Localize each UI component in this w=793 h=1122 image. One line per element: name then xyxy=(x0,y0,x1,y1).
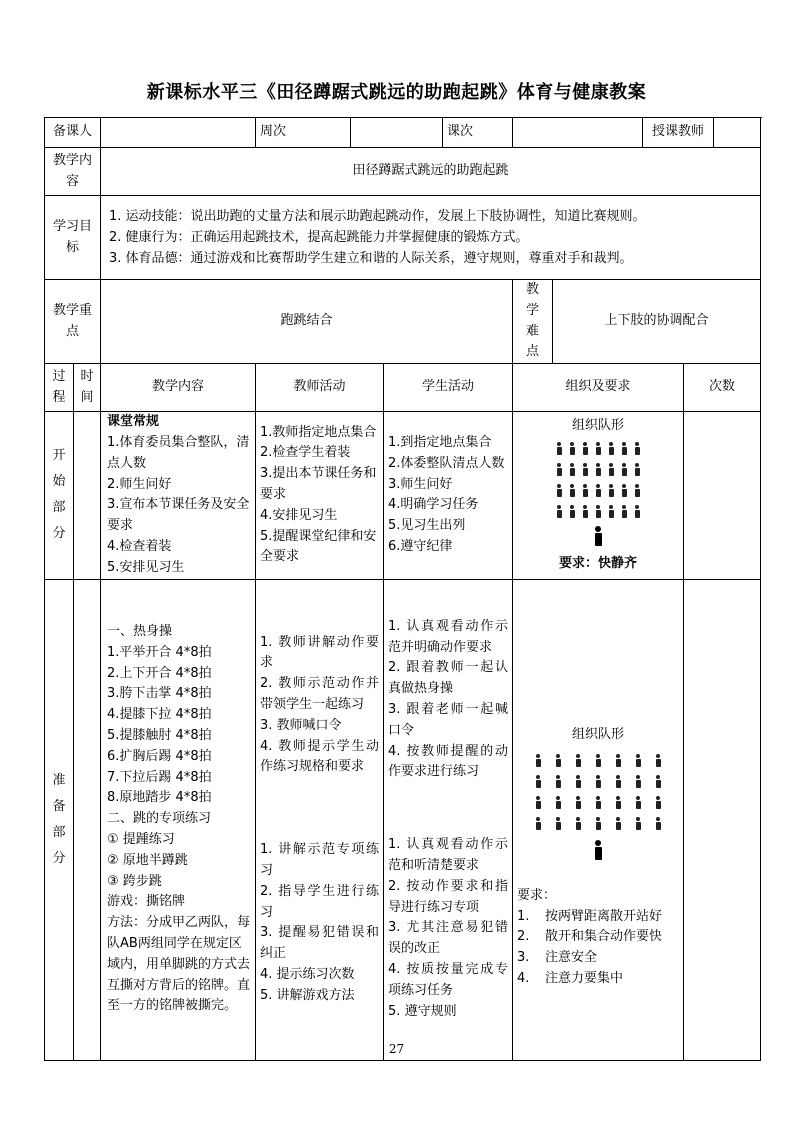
preparer-label: 备课人 xyxy=(45,118,101,148)
preparer-value xyxy=(101,118,256,148)
list-item: 6.遵守纪律 xyxy=(388,538,453,554)
objective-item: 1. 运动技能：说出助跑的丈量方法和展示助跑起跳动作，发展上下肢协调性，知道比赛规则。 xyxy=(109,209,646,224)
student-icon xyxy=(635,775,642,788)
difficult-point-label: 教学难点 xyxy=(513,280,553,364)
student-icon xyxy=(569,463,576,476)
student-icon xyxy=(535,775,542,788)
student-icon xyxy=(655,754,662,767)
start-content-title: 课堂常规 xyxy=(107,414,160,430)
content-row xyxy=(45,148,761,196)
requirement-item: 1. 按两臂距离散开站好 xyxy=(517,908,663,924)
content-label: 教学内容 xyxy=(45,148,101,196)
formation-title: 组织队形 xyxy=(572,417,625,433)
teacher-icon xyxy=(593,526,604,546)
list-item: 1. 教师讲解动作要求 xyxy=(260,634,380,671)
student-icon xyxy=(608,442,615,455)
list-item: 3. 跟着老师一起喊口令 xyxy=(388,701,509,738)
lesson-plan-table xyxy=(44,117,761,1061)
list-item: 4. 教师提示学生动作练习规格和要求 xyxy=(260,738,380,775)
lesson-label: 课次 xyxy=(443,118,513,148)
prep-organization xyxy=(513,579,684,1060)
list-item: 2.师生问好 xyxy=(107,476,172,492)
col-times: 次数 xyxy=(684,364,761,412)
student-icon xyxy=(608,505,615,518)
start-time xyxy=(74,412,101,579)
list-item: 5. 讲解游戏方法 xyxy=(260,987,355,1003)
requirement-item: 4. 注意力要集中 xyxy=(517,971,624,987)
lesson-value xyxy=(513,118,643,148)
student-icon xyxy=(595,505,602,518)
student-icon xyxy=(555,775,562,788)
prep-content xyxy=(101,579,256,1060)
student-icon xyxy=(535,817,542,830)
student-icon xyxy=(556,505,563,518)
student-icon xyxy=(655,775,662,788)
list-item: 2.上下开合 4*8拍 xyxy=(107,665,212,681)
start-phase-label: 开 始 部 分 xyxy=(45,412,74,579)
list-item: 7.下拉后踢 4*8拍 xyxy=(107,769,212,785)
student-icon xyxy=(582,463,589,476)
student-icon xyxy=(582,505,589,518)
student-icon xyxy=(575,775,582,788)
student-icon xyxy=(556,484,563,497)
start-student-activity xyxy=(384,412,513,579)
objective-item: 2. 健康行为：正确运用起跳技术，提高起跳能力并掌握健康的锻炼方式。 xyxy=(109,230,529,245)
list-item: 8.原地踏步 4*8拍 xyxy=(107,790,212,806)
student-icon xyxy=(535,754,542,767)
list-item: 3. 尤其注意易犯错误的改正 xyxy=(388,920,509,957)
student-formation xyxy=(517,438,679,522)
list-item: 3. 提醒易犯错误和纠正 xyxy=(260,925,380,962)
col-process: 过程 xyxy=(45,364,74,412)
list-item: 4. 按质按量完成专项练习任务 xyxy=(388,961,509,998)
list-item: 3.胯下击掌 4*8拍 xyxy=(107,686,212,702)
student-icon xyxy=(595,484,602,497)
prep-phase-label: 准 备 部 分 xyxy=(45,579,74,1060)
student-icon xyxy=(621,484,628,497)
list-item: 5.安排见习生 xyxy=(107,559,185,575)
student-icon xyxy=(595,463,602,476)
difficult-point-value: 上下肢的协调配合 xyxy=(553,280,761,364)
header-row xyxy=(45,118,761,148)
student-icon xyxy=(635,817,642,830)
list-item: 4.明确学习任务 xyxy=(388,497,479,513)
start-content xyxy=(101,412,256,579)
list-item: 2. 按动作要求和指导进行练习专项 xyxy=(388,878,509,915)
student-icon xyxy=(608,484,615,497)
key-point-value: 跑跳结合 xyxy=(101,280,513,364)
teacher-value xyxy=(714,118,761,148)
student-icon xyxy=(634,505,641,518)
student-icon xyxy=(608,463,615,476)
col-organization: 组织及要求 xyxy=(513,364,684,412)
list-item: 1.体育委员集合整队，清点人数 xyxy=(107,434,250,471)
list-item: 5.提醒课堂纪律和安全要求 xyxy=(260,528,377,565)
column-header-row xyxy=(45,364,761,412)
col-student-activity: 学生活动 xyxy=(384,364,513,412)
prep-time xyxy=(74,579,101,1060)
requirement-item: 3. 注意安全 xyxy=(517,950,598,966)
list-item: 1. 认真观看动作示范和听清楚要求 xyxy=(388,837,509,873)
start-times xyxy=(684,412,761,579)
list-item: 1.到指定地点集合 xyxy=(388,434,492,450)
prep-student-activity xyxy=(384,579,513,1060)
student-icon xyxy=(569,442,576,455)
list-item: 二、跳的专项练习 xyxy=(107,811,212,827)
list-item: 3. 教师喊口令 xyxy=(260,717,342,733)
objectives-row xyxy=(45,196,761,280)
student-icon xyxy=(575,796,582,809)
list-item: 1. 认真观看动作示范并明确动作要求 xyxy=(388,618,509,655)
list-item: 3.提出本节课任务和要求 xyxy=(260,466,377,502)
list-item: 4.提膝下拉 4*8拍 xyxy=(107,707,212,723)
start-requirement: 要求：快静齐 xyxy=(559,556,638,572)
student-icon xyxy=(556,463,563,476)
start-teacher-activity xyxy=(256,412,384,579)
formation-title: 组织队形 xyxy=(572,727,625,743)
student-icon xyxy=(635,754,642,767)
list-item: 2. 教师示范动作并带领学生一起练习 xyxy=(260,676,380,712)
student-icon xyxy=(575,754,582,767)
list-item: 5.提膝触肘 4*8拍 xyxy=(107,727,212,743)
list-item: 一、热身操 xyxy=(107,623,173,639)
key-point-label: 教学重点 xyxy=(45,280,101,364)
student-icon xyxy=(556,442,563,455)
list-item: 6.扩胸后踢 4*8拍 xyxy=(107,748,212,764)
prep-teacher-activity xyxy=(256,579,384,1060)
student-icon xyxy=(582,484,589,497)
student-icon xyxy=(555,796,562,809)
student-formation xyxy=(517,750,679,834)
list-item: 3.师生问好 xyxy=(388,476,453,492)
list-item: 1. 讲解示范专项练习 xyxy=(260,842,380,878)
list-item: ① 提踵练习 xyxy=(107,831,175,847)
student-icon xyxy=(634,463,641,476)
objectives-label: 学习目标 xyxy=(45,196,101,280)
student-icon xyxy=(615,817,622,830)
student-icon xyxy=(615,775,622,788)
page-title: 新课标水平三《田径蹲踞式跳远的助跑起跳》体育与健康教案 xyxy=(146,82,647,103)
student-icon xyxy=(555,754,562,767)
start-phase-row xyxy=(45,412,761,579)
col-time: 时间 xyxy=(74,364,101,412)
content-value: 田径蹲踞式跳远的助跑起跳 xyxy=(101,148,761,196)
prep-times xyxy=(684,579,761,1060)
list-item: 1.平举开合 4*8拍 xyxy=(107,644,212,660)
student-icon xyxy=(634,484,641,497)
start-organization xyxy=(513,412,684,579)
student-icon xyxy=(655,796,662,809)
list-item: 4.检查着装 xyxy=(107,538,172,554)
student-icon xyxy=(569,484,576,497)
col-content: 教学内容 xyxy=(101,364,256,412)
student-icon xyxy=(595,754,602,767)
list-item: 4. 提示练习次数 xyxy=(260,966,355,982)
list-item: ③ 跨步跳 xyxy=(107,873,162,889)
focus-row xyxy=(45,280,761,364)
list-item: 2.检查学生着装 xyxy=(260,445,351,461)
student-icon xyxy=(595,442,602,455)
week-label: 周次 xyxy=(256,118,351,148)
list-item: 5.见习生出列 xyxy=(388,518,466,534)
list-item: 2.体委整队清点人数 xyxy=(388,455,505,471)
requirements-title: 要求： xyxy=(517,887,557,903)
list-item: 游戏：撕铭牌 xyxy=(107,894,186,910)
list-item: 2. 指导学生进行练习 xyxy=(260,883,380,920)
page-number: 27 xyxy=(388,1042,405,1056)
student-icon xyxy=(634,442,641,455)
student-icon xyxy=(582,442,589,455)
objective-item: 3. 体育品德：通过游戏和比赛帮助学生建立和谐的人际关系，遵守规则，尊重对手和裁判。 xyxy=(109,251,633,266)
list-item: 方法：分成甲乙两队，每队AB两组同学在规定区域内，用单脚跳的方式去互撕对方背后的铭牌。直至一方的铭牌被撕完。 xyxy=(107,915,251,1014)
prep-phase-row xyxy=(45,579,761,1060)
student-icon xyxy=(615,754,622,767)
student-icon xyxy=(535,796,542,809)
list-item: 3.宣布本节课任务及安全要求 xyxy=(107,497,250,534)
list-item: 2. 跟着教师一起认真做热身操 xyxy=(388,660,509,697)
requirement-item: 2. 散开和集合动作要快 xyxy=(517,929,663,945)
list-item: 1.教师指定地点集合 xyxy=(260,424,377,440)
student-icon xyxy=(621,505,628,518)
student-icon xyxy=(595,775,602,788)
objectives-list xyxy=(101,196,761,280)
teacher-icon xyxy=(593,840,604,860)
student-icon xyxy=(555,817,562,830)
teacher-label: 授课教师 xyxy=(643,118,714,148)
col-teacher-activity: 教师活动 xyxy=(256,364,384,412)
student-icon xyxy=(621,463,628,476)
list-item: 4. 按教师提醒的动作要求进行练习 xyxy=(388,743,509,780)
week-value xyxy=(351,118,443,148)
student-icon xyxy=(615,796,622,809)
list-item: 5. 遵守规则 xyxy=(388,1003,457,1019)
list-item: 4.安排见习生 xyxy=(260,507,338,523)
student-icon xyxy=(595,796,602,809)
list-item: ② 原地半蹲跳 xyxy=(107,852,188,868)
student-icon xyxy=(575,817,582,830)
student-icon xyxy=(569,505,576,518)
student-icon xyxy=(595,817,602,830)
student-icon xyxy=(635,796,642,809)
student-icon xyxy=(655,817,662,830)
student-icon xyxy=(621,442,628,455)
